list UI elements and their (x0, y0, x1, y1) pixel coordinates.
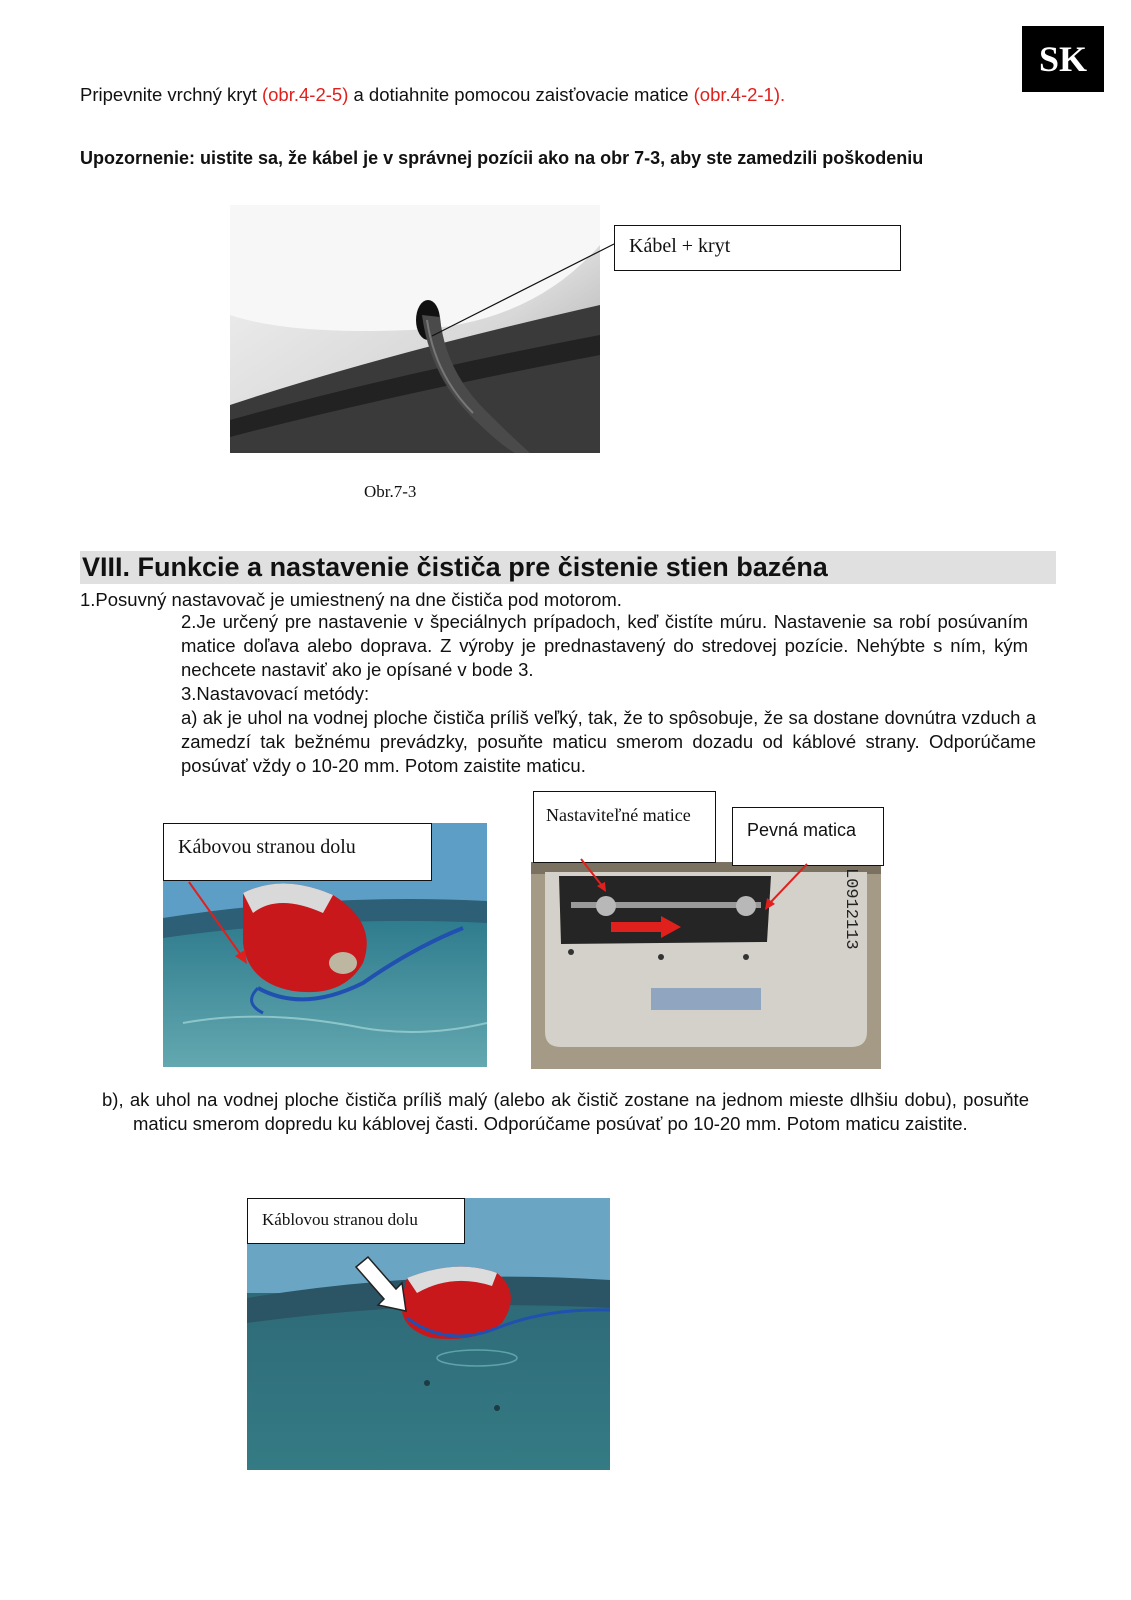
red-arrow-a (185, 878, 255, 968)
item-b-first-line (102, 1088, 1029, 1136)
intro-line (80, 84, 785, 106)
fixed-nut-label: Pevná matica (732, 807, 884, 866)
white-arrow-b (352, 1255, 412, 1315)
figure-ref-4-2-5: (obr.4-2-5) (261, 84, 349, 105)
item-1: 1.Posuvný nastavovač je umiestnený na dne čističa pod motorom. (80, 589, 622, 610)
language-badge: SK (1022, 26, 1104, 92)
serial-number: L0912113 (841, 868, 860, 950)
adjustable-nuts-label: Nastaviteľné matice (533, 791, 716, 863)
cable-side-down-label-a: Kábovou stranou dolu (163, 823, 432, 881)
figure-ref-4-2-1: (obr.4-2-1). (693, 84, 786, 105)
item-3: 3.Nastavovací metódy: (181, 683, 370, 704)
figure-7-3-caption: Obr.7-3 (364, 482, 417, 501)
cable-cover-label: Kábel + kryt (614, 225, 901, 271)
item-a: a) ak je uhol na vodnej ploche čističa príliš veľký, tak, že to spôsobuje, že sa dostane dovnútra vzduch a zamedzí tak bežnému prevádzky, posuňte maticu smerom dozadu od káblové strany. Odporúčame posúvať vždy o 10-20 mm. Potom zaistite maticu. (181, 707, 1036, 776)
item-2: 2.Je určený pre nastavenie v špeciálnych prípadoch, keď čistíte múru. Nastavenie sa robí posúvaním matice doľava alebo doprava. Z výroby je prednastavený do stredovej pozície. Nehýbte s ním, kým nechcete nastaviť ako je opísané v bode 3. (181, 611, 1028, 680)
red-arrow-fixed (755, 860, 815, 915)
item-b-text: b), ak uhol na vodnej ploche čističa príliš malý (alebo ak čistič zostane na jednom mieste dlhšiu dobu), posuňte maticu smerom dopredu ku káblovej časti. Odporúčame posúvať po 10-20 mm. Potom maticu zaistite. (102, 1089, 1029, 1134)
cable-side-down-label-b: Káblovou stranou dolu (247, 1198, 465, 1244)
warning-paragraph: Upozornenie: uistite sa, že kábel je v správnej pozícii ako na obr 7-3, aby ste zamedzili poškodeniu (80, 148, 924, 168)
red-arrow-adjustable (575, 855, 615, 895)
intro-text-middle: a dotiahnite pomocou zaisťovacie matice (348, 84, 694, 105)
section-heading: VIII. Funkcie a nastavenie čističa pre čistenie stien bazéna (80, 551, 1056, 584)
callout-line-cable (430, 240, 620, 340)
intro-text-before: Pripevnite vrchný kryt (80, 84, 262, 105)
